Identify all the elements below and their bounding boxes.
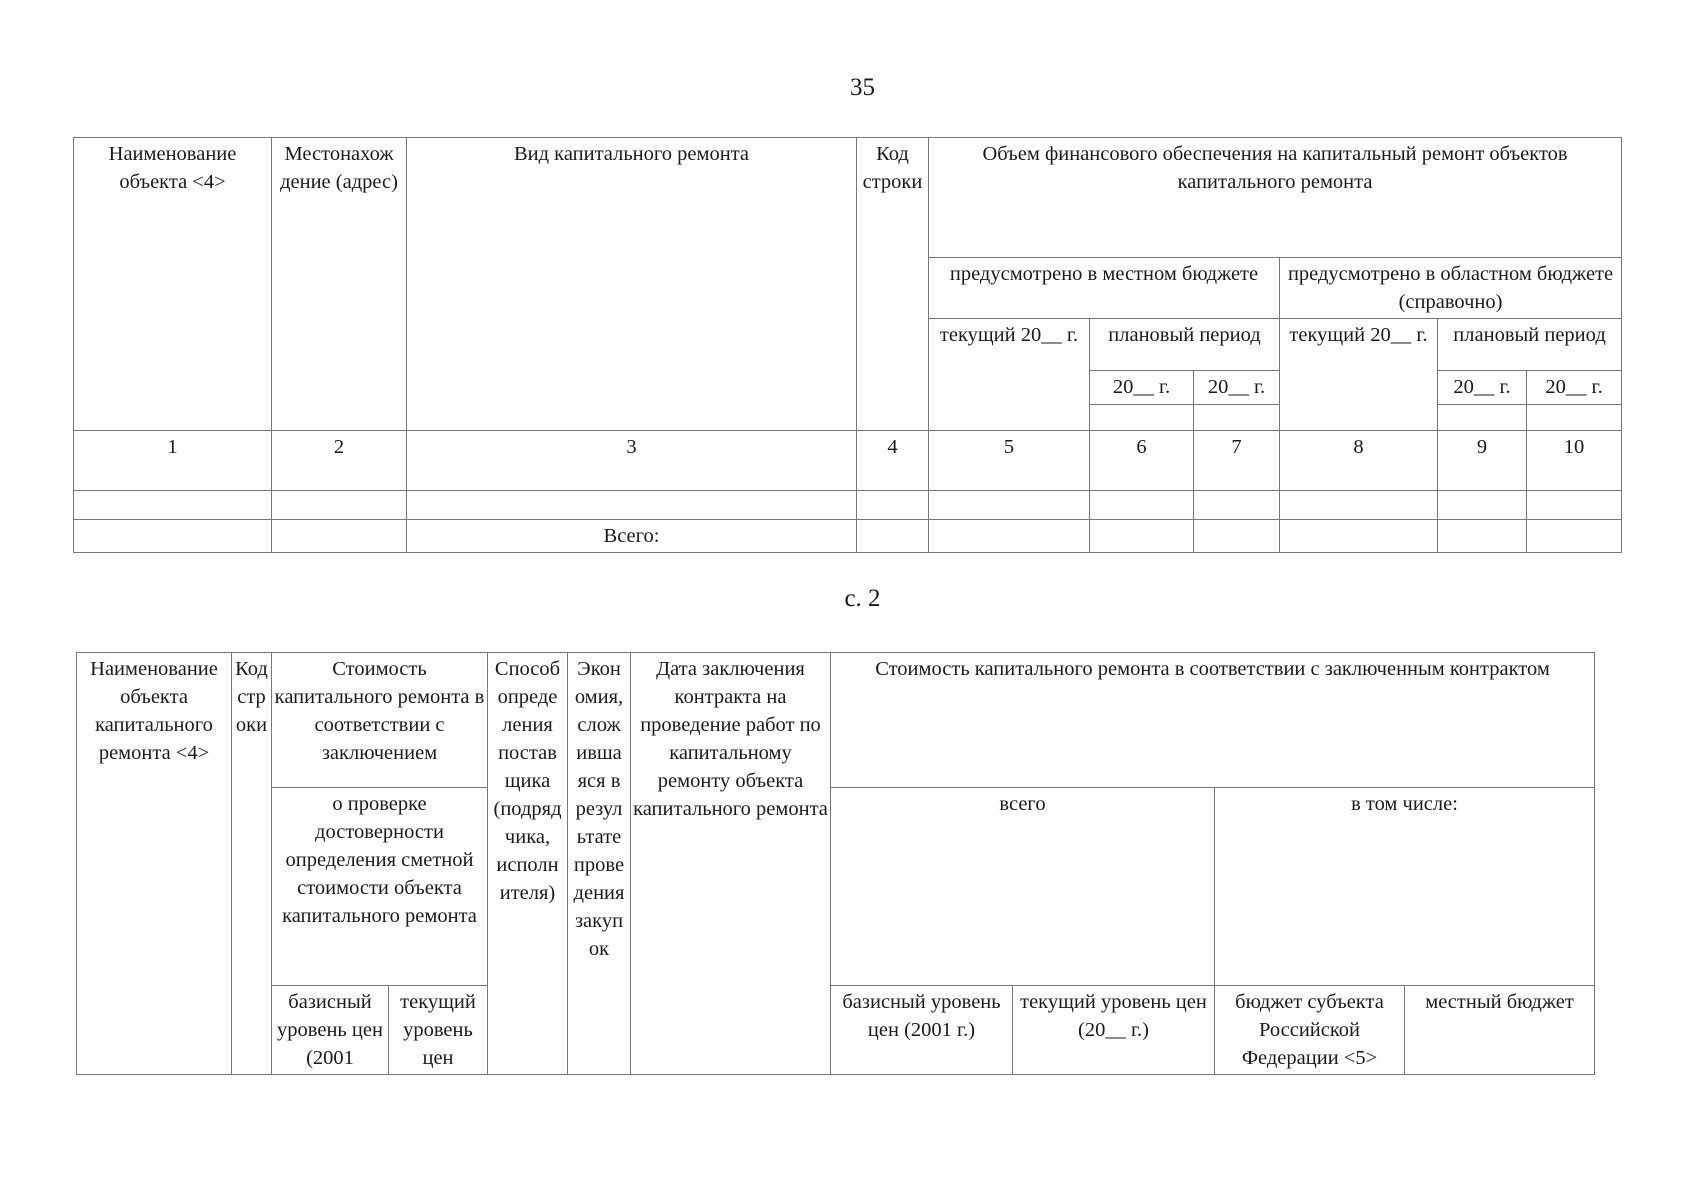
total-row [74, 520, 1622, 553]
header-regional-plan-year-2: 20__ г. [1527, 371, 1622, 405]
page-number: 35 [850, 74, 875, 101]
column-number: 7 [1194, 431, 1280, 491]
header-current-prices: текущий уровень цен [389, 986, 488, 1075]
column-number: 5 [929, 431, 1090, 491]
header-local-current-year: текущий 20__ г. [929, 319, 1090, 431]
total-label: Всего: [407, 520, 857, 553]
header-local-plan-year-1: 20__ г. [1090, 371, 1194, 405]
header-current-price-level: текущий уровень цен (20__ г.) [1013, 986, 1215, 1075]
column-number: 1 [74, 431, 272, 491]
header-verification: о проверке достоверности определения сметной стоимости объекта капитального ремонта [272, 788, 488, 986]
header-repair-type: Вид капитального ремонта [407, 138, 857, 431]
header-local-budget: местный бюджет [1405, 986, 1595, 1075]
header-base-prices: базисный уровень цен (2001 [272, 986, 389, 1075]
header-subject-budget: бюджет субъекта Российской Федерации <5> [1215, 986, 1405, 1075]
column-number: 6 [1090, 431, 1194, 491]
table-row [74, 491, 1622, 520]
header-financing-volume: Объем финансового обеспечения на капитальный ремонт объектов капитального ремонта [929, 138, 1622, 258]
header-regional-budget: предусмотрено в областном бюджете (справочно) [1280, 258, 1622, 319]
header-location: Местонахож дение (адрес) [272, 138, 407, 431]
capital-repair-financing-table [73, 137, 1622, 553]
header-procurement-savings: Экон омия, слож ивша яся в резул ьтате прове дения закуп ок [568, 653, 631, 1075]
header-local-plan-year-2: 20__ г. [1194, 371, 1280, 405]
header-total: всего [831, 788, 1215, 986]
header-object-name: Наименование объекта <4> [74, 138, 272, 431]
header-cost-by-conclusion: Стоимость капитального ремонта в соответствии с заключением [272, 653, 488, 788]
column-number: 9 [1438, 431, 1527, 491]
header-regional-current-year: текущий 20__ г. [1280, 319, 1438, 431]
header-including: в том числе: [1215, 788, 1595, 986]
header-local-plan-period: плановый период [1090, 319, 1280, 371]
header-supplier-method: Способ опреде ления постав щика (подряд чика, исполн ителя) [488, 653, 568, 1075]
header-contract-date: Дата заключения контракта на проведение работ по капитальному ремонту объекта капитального ремонта [631, 653, 831, 1075]
header-base-prices-2001: базисный уровень цен (2001 г.) [831, 986, 1013, 1075]
header-row-code: Код стр оки [232, 653, 272, 1075]
header-row-code: Код строки [857, 138, 929, 431]
header-regional-plan-period: плановый период [1438, 319, 1622, 371]
header-local-budget: предусмотрено в местном бюджете [929, 258, 1280, 319]
capital-repair-cost-table [76, 652, 1595, 1075]
sheet-label: с. 2 [844, 585, 881, 612]
column-number: 8 [1280, 431, 1438, 491]
column-number: 10 [1527, 431, 1622, 491]
column-number: 2 [272, 431, 407, 491]
header-object-name: Наименование объекта капитального ремонта <4> [77, 653, 232, 1075]
column-number-row [74, 431, 1622, 491]
column-number: 4 [857, 431, 929, 491]
header-regional-plan-year-1: 20__ г. [1438, 371, 1527, 405]
column-number: 3 [407, 431, 857, 491]
header-cost-by-contract: Стоимость капитального ремонта в соответствии с заключенным контрактом [831, 653, 1595, 788]
